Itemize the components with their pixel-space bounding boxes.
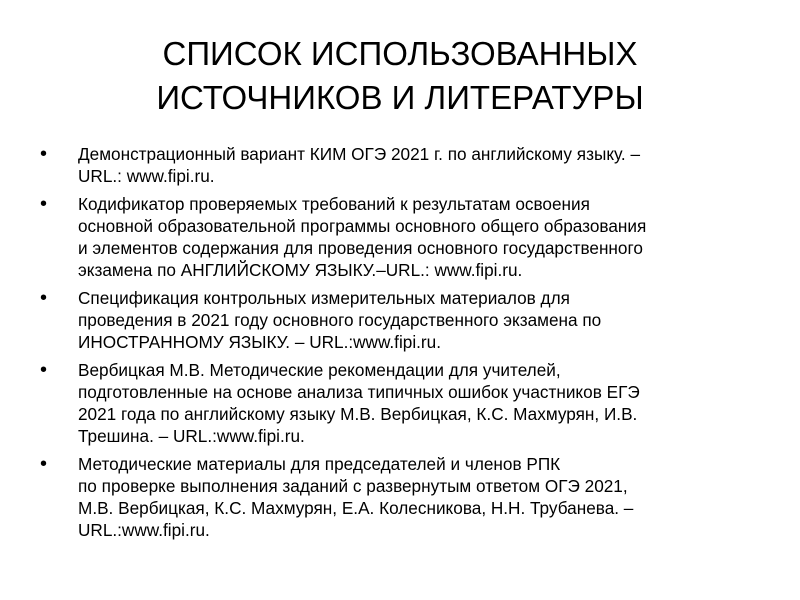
bullet-icon: • xyxy=(40,193,48,215)
bullet-icon: • xyxy=(40,453,48,475)
title-line-2: ИСТОЧНИКОВ И ЛИТЕРАТУРЫ xyxy=(156,79,644,116)
source-line: М.В. Вербицкая, К.С. Махмурян, Е.А. Колесникова, Н.Н. Трубанева. – xyxy=(78,498,634,518)
source-line: URL.:www.fipi.ru. xyxy=(78,520,210,540)
title-line-1: СПИСОК ИСПОЛЬЗОВАННЫХ xyxy=(162,35,638,72)
source-line: проведения в 2021 году основного государственного экзамена по xyxy=(78,310,602,330)
page-title xyxy=(40,32,760,120)
source-line: Спецификация контрольных измерительных материалов для xyxy=(78,288,570,308)
bullet-icon: • xyxy=(40,287,48,309)
sources-list xyxy=(40,143,770,547)
source-line: и элементов содержания для проведения основного государственного xyxy=(78,238,643,258)
source-line: Методические материалы для председателей и членов РПК xyxy=(78,454,561,474)
source-line: Вербицкая М.В. Методические рекомендации для учителей, xyxy=(78,360,561,380)
source-line: по проверке выполнения заданий с развернутым ответом ОГЭ 2021, xyxy=(78,476,628,496)
source-line: URL.: www.fipi.ru. xyxy=(78,166,215,186)
source-line: 2021 года по английскому языку М.В. Вербицкая, К.С. Махмурян, И.В. xyxy=(78,404,638,424)
source-line: ИНОСТРАННОМУ ЯЗЫКУ. – URL.:www.fipi.ru. xyxy=(78,332,441,352)
source-line: подготовленные на основе анализа типичных ошибок участников ЕГЭ xyxy=(78,382,640,402)
source-item xyxy=(40,287,770,353)
source-line: основной образовательной программы основного общего образования xyxy=(78,216,647,236)
bullet-icon: • xyxy=(40,359,48,381)
source-item xyxy=(40,143,770,187)
source-line: экзамена по АНГЛИЙСКОМУ ЯЗЫКУ.–URL.: www.fipi.ru. xyxy=(78,260,523,280)
bullet-icon: • xyxy=(40,143,48,165)
source-line: Кодификатор проверяемых требований к результатам освоения xyxy=(78,194,590,214)
source-line: Трешина. – URL.:www.fipi.ru. xyxy=(78,426,305,446)
source-item xyxy=(40,453,770,541)
source-item xyxy=(40,193,770,281)
source-item xyxy=(40,359,770,447)
source-line: Демонстрационный вариант КИМ ОГЭ 2021 г. по английскому языку. – xyxy=(78,144,641,164)
